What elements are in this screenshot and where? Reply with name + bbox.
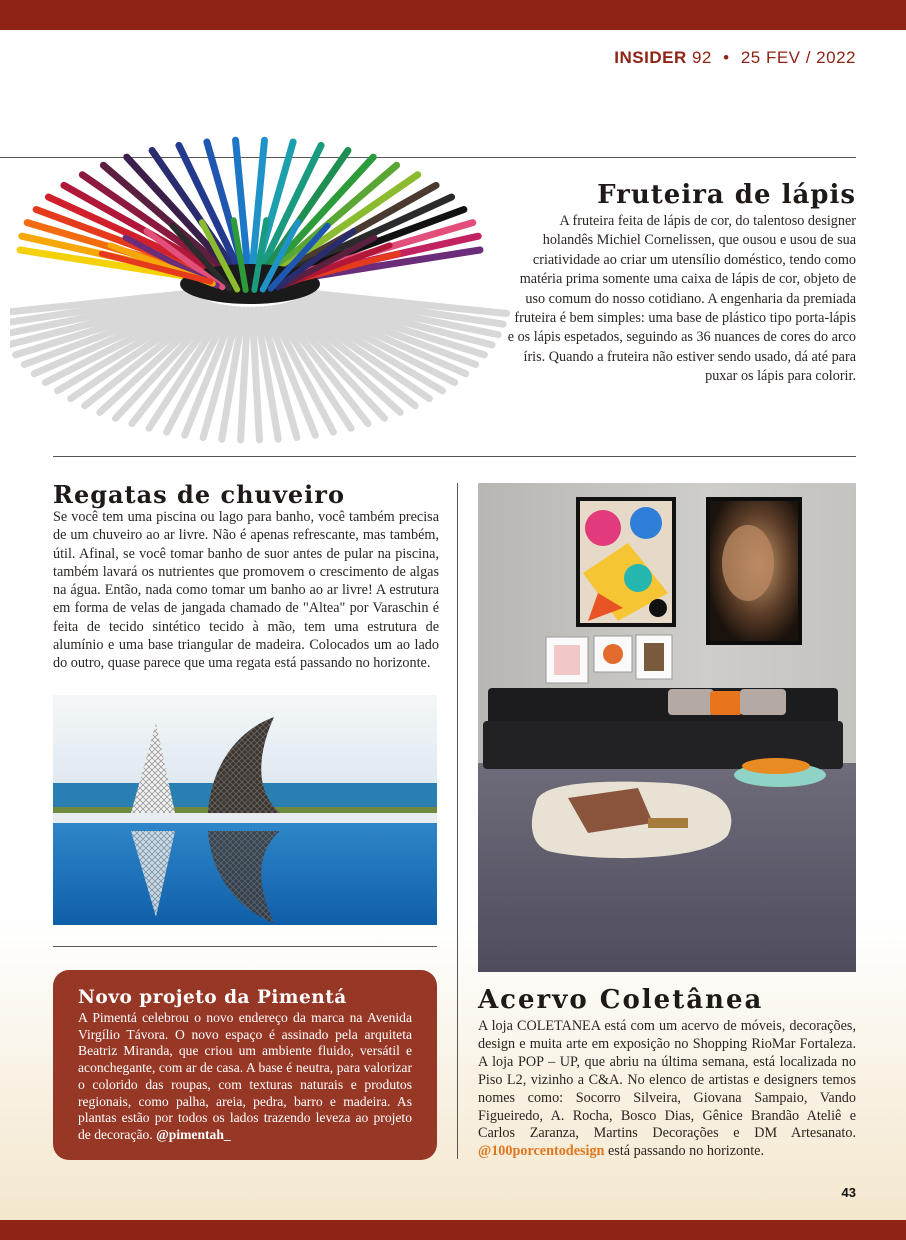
column-divider [457, 483, 458, 1159]
bottom-color-bar [0, 1220, 906, 1240]
acervo-body-end: está passando no horizonte. [608, 1143, 765, 1160]
left-bottom-divider [53, 946, 437, 947]
acervo-body [478, 1018, 856, 1161]
header-brand: INSIDER [614, 48, 687, 67]
page-number: 43 [841, 1185, 856, 1200]
pimenta-body-text: A Pimentá celebrou o novo endereço da marca na Avenida Virgílio Távora. O novo espaço é assinado pela arquiteta Beatriz Miranda, que criou um ambiente fluido, versátil e aconchegante, com ar de casa. A base é neutra, para valorizar o colorido das roupas, com texturas naturais e produtos regionais, como palha, areia, pedra, barro e madeira. As plantas estão por todos os lados trazendo leveza ao projeto de decoração. [78, 1010, 412, 1142]
fruteira-body: A fruteira feita de lápis de cor, do talentoso designer holandês Michiel Cornelissen, que ousou e usou de sua criatividade ao criar um utensílio doméstico, tendo como matéria prima somente uma caixa de lápis de cor, objeto de uso comum do nosso cotidiano. A engenharia da premiada fruteira é bem simples: uma base de plástico tipo porta-lápis e os lápis espetados, seguindo as 36 nuances de cores do arco íris. Quando a fruteira não estiver sendo usado, dá até para puxar os lápis para colorir. [507, 213, 856, 385]
regatas-title: Regatas de chuveiro [53, 480, 345, 509]
regatas-body: Se você tem uma piscina ou lago para banho, você também precisa de um chuveiro ao ar livre. Não é apenas refrescante, mas também, útil. Afinal, se você tomar banho de suor antes de pular na piscina, também lavará os nutrientes que promovem o crescimento de algas na água. Então, nada como tomar um banho ao ar livre! A estrutura em forma de velas de jangada chamado de "Altea" por Varaschin é feita de tecido sintético tecido à mão, tem uma estrutura de alumínio e uma base triangular de madeira. Colocados um ao lado do outro, quase parece que uma regata está passando no horizonte. [53, 509, 439, 672]
header-date: 25 FEV / 2022 [740, 48, 856, 67]
acervo-body-text: A loja COLETANEA está com um acervo de móveis, decorações, design e muita arte em exposição no Shopping RioMar Fortaleza. A loja POP – UP, que abriu na última semana, está localizada no Piso L2, vizinho a C&A. No elenco de artistas e designers temos nomes como: Socorro Silveira, Giovana Sampaio, Vando Figueiredo, A. Rocha, Bosco Dias, Gênice Brandão Ateliê e Carlos Zaranza, Martins Decorações e DM Artesanato. [478, 1018, 856, 1142]
pencil-bowl-image [10, 120, 510, 450]
acervo-title: Acervo Coletânea [478, 985, 764, 1015]
header-separator: • [723, 48, 730, 67]
pencil-bowl-illustration [10, 120, 510, 450]
sail-shower-photo [53, 695, 437, 925]
top-color-bar [0, 0, 906, 30]
fruteira-title: Fruteira de lápis [597, 180, 856, 210]
page-header [614, 48, 856, 68]
header-issue: 92 [691, 48, 712, 67]
middle-divider [53, 456, 856, 457]
pimenta-handle: @pimentah_ [156, 1126, 231, 1142]
acervo-handle: @100porcentodesign [478, 1143, 605, 1160]
coletanea-store-photo [478, 483, 856, 972]
pimenta-title: Novo projeto da Pimentá [78, 987, 347, 1008]
pimenta-body [78, 1010, 412, 1144]
